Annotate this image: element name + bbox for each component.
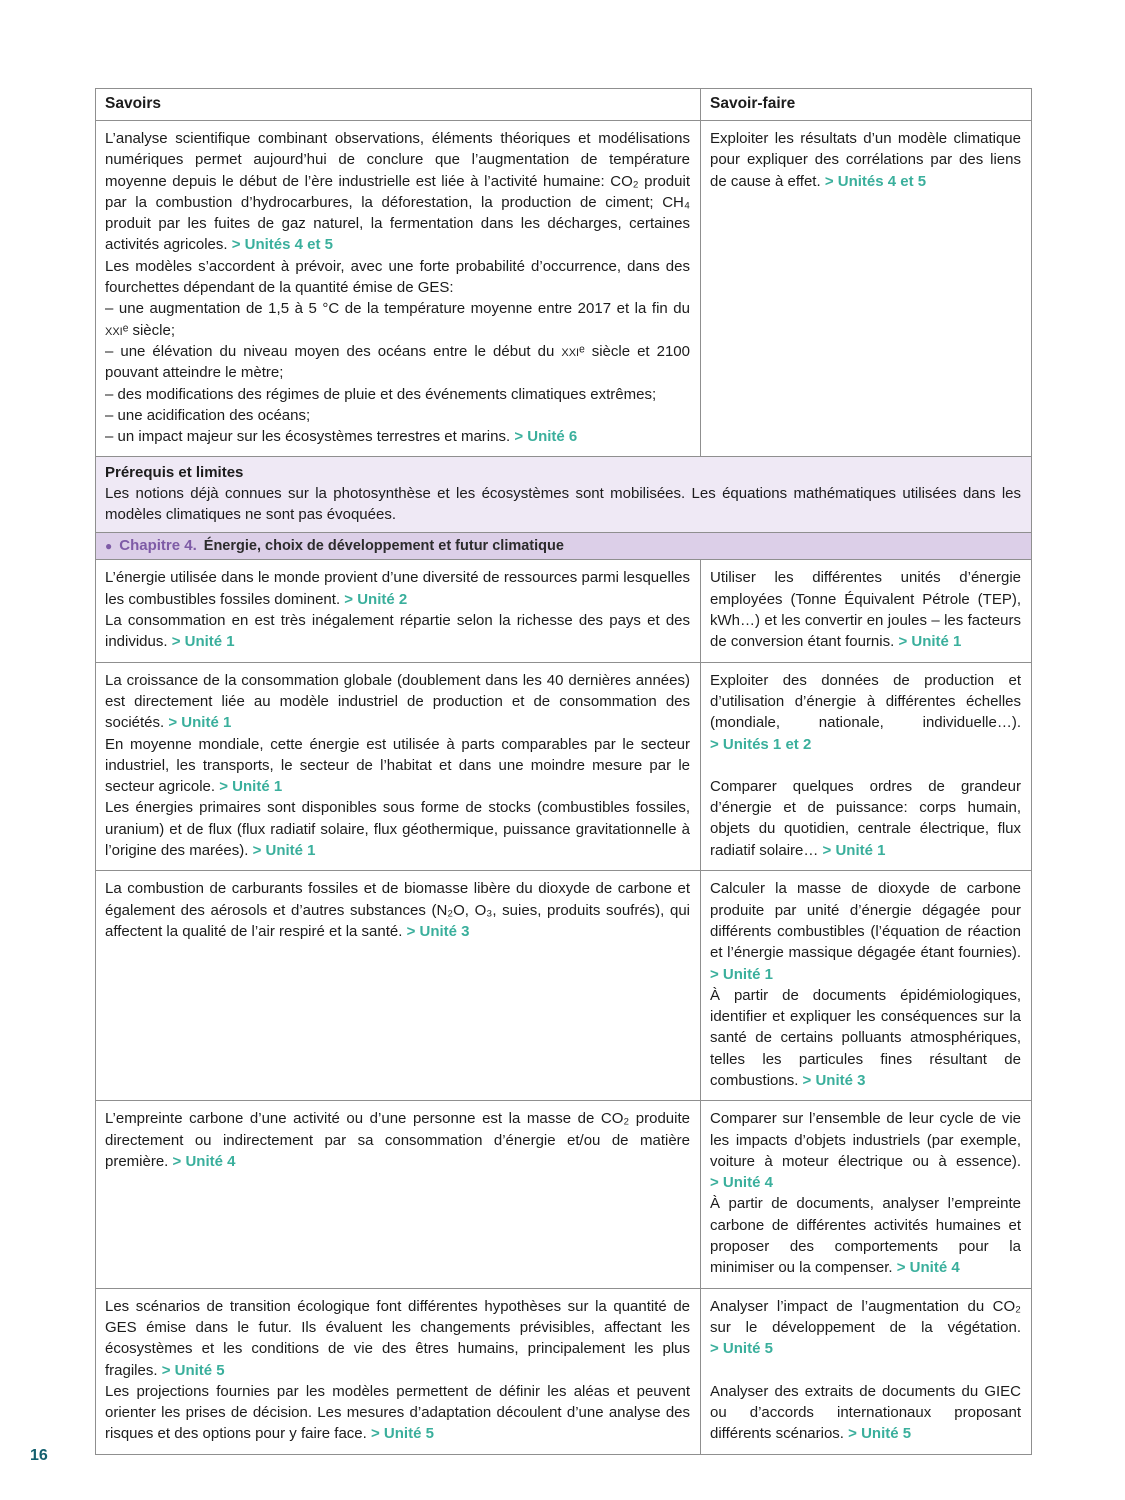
paragraph — [105, 426, 690, 447]
paragraph — [105, 405, 690, 426]
paragraph — [105, 298, 690, 341]
unit-reference-link: > Unité 5 — [370, 1425, 434, 1443]
unit-reference-link: > Unité 2 — [344, 590, 408, 608]
text-segment: Les modèles s’accordent à prévoir, avec une forte probabilité d’occurrence, dans des fourchettes dépendant de la quantité émise de GES: — [105, 257, 690, 297]
chapter-title: Énergie, choix de développement et futur climatique — [203, 537, 564, 554]
unit-reference-link: > Unité 1 — [252, 842, 316, 860]
chapter-header-row — [96, 532, 1031, 559]
paragraph — [710, 1193, 1021, 1278]
text-segment: À partir de documents épidémiologiques, identifier et expliquer les conséquences sur la santé de certains polluants atmosphériques, telles les particules fines résultant de combustions. — [710, 986, 1021, 1089]
table-row — [96, 559, 1031, 661]
paragraph — [105, 128, 690, 256]
paragraph — [710, 878, 1021, 984]
paragraph — [710, 1108, 1021, 1193]
text-segment: La croissance de la consommation globale (doublement dans les 40 dernières années) est directement liée au modèle industriel de production et de consommation des sociétés. — [105, 671, 690, 732]
unit-reference-link: > Unités 1 et 2 — [710, 735, 812, 753]
unit-reference-link: > Unité 1 — [710, 965, 773, 983]
savoirs-cell — [96, 560, 701, 661]
paragraph — [710, 776, 1021, 861]
text-segment: La consommation en est très inégalement répartie selon la richesse des pays et des individus. — [105, 612, 690, 651]
chapter-label: Chapitre 4. — [119, 537, 197, 555]
savoirs-cell — [96, 1101, 701, 1287]
unit-reference-link: > Unité 1 — [822, 841, 886, 859]
paragraph — [105, 610, 690, 653]
column-header-savoirs: Savoirs — [96, 89, 701, 120]
unit-reference-link: > Unités 4 et 5 — [231, 236, 334, 254]
savoir-faire-cell — [701, 663, 1031, 871]
text-segment: Exploiter les résultats d’un modèle climatique pour expliquer des corrélations par des liens de cause à effet. — [710, 130, 1021, 190]
text-segment: – une élévation du niveau moyen des océans entre le début du — [105, 342, 562, 360]
paragraph — [105, 567, 690, 610]
text-segment: La combustion de carburants fossiles et de biomasse libère du dioxyde de carbone et également des aérosols et d’autres substances (N₂O, O₃, suies, produits soufrés), qui affectent la qualité de l’air respiré et la santé. — [105, 880, 690, 940]
text-segment: Comparer quelques ordres de grandeur d’énergie et de puissance: corps humain, objets du quotidien, centrale électrique, flux radiatif solaire… — [710, 777, 1021, 859]
unit-reference-link: > Unité 4 — [710, 1174, 773, 1192]
paragraph — [105, 256, 690, 299]
page-number: 16 — [30, 1447, 48, 1464]
savoirs-cell — [96, 871, 701, 1100]
text-segment: En moyenne mondiale, cette énergie est utilisée à parts comparables par le secteur industriel, les transports, le secteur de l’habitat et dans une moindre mesure par le secteur agricole. — [105, 735, 690, 796]
table-header-row — [96, 89, 1031, 120]
paragraph — [105, 1381, 690, 1445]
table-row — [96, 1100, 1031, 1287]
savoir-faire-cell — [701, 121, 1031, 456]
paragraph — [710, 985, 1021, 1091]
paragraph — [710, 1381, 1021, 1445]
unit-reference-link: > Unité 4 — [896, 1259, 960, 1277]
text-segment: L’énergie utilisée dans le monde provient d’une diversité de ressources parmi lesquelles les combustibles fossiles dominent. — [105, 569, 690, 608]
unit-reference-link: > Unité 4 — [172, 1152, 236, 1170]
savoir-faire-cell — [701, 871, 1031, 1100]
paragraph — [105, 1296, 690, 1381]
savoir-faire-cell — [701, 560, 1031, 661]
text-segment: Les projections fournies par les modèles permettent de définir les aléas et peuvent orienter les prises de décision. Les mesures d’adaptation découlent d’une analyse des risques et des options pour y faire face. — [105, 1382, 690, 1443]
text-segment: À partir de documents, analyser l’empreinte carbone de différentes activités humaines et proposer des comportements pour la minimiser ou la compenser. — [710, 1195, 1021, 1277]
text-segment: Exploiter des données de production et d’utilisation d’énergie à différentes échelles (mondiale, nationale, individuelle…). — [710, 671, 1021, 732]
text-segment: Utiliser les différentes unités d’énergie employées (Tonne Équivalent Pétrole (TEP), kWh…) et les convertir en joules – les facteurs de conversion étant fournis. — [710, 569, 1021, 651]
prereq-text: Les notions déjà connues sur la photosynthèse et les écosystèmes sont mobilisées. Les équations mathématiques utilisées dans les modèles climatiques ne sont pas évoquées. — [105, 485, 1021, 524]
unit-reference-link: > Unité 1 — [168, 714, 232, 732]
prereq-title: Prérequis et limites — [105, 464, 244, 482]
column-header-savoir-faire: Savoir-faire — [710, 95, 796, 112]
paragraph — [710, 670, 1021, 755]
savoirs-cell — [96, 121, 701, 456]
text-segment: ᵉ siècle; — [122, 321, 175, 339]
table-row — [96, 120, 1031, 456]
text-segment: ᵉ siècle et 2100 pouvant atteindre le mètre; — [105, 342, 690, 382]
unit-reference-link: > Unité 1 — [898, 633, 962, 651]
text-segment: xxi — [105, 321, 123, 339]
paragraph — [105, 670, 690, 734]
text-segment: Calculer la masse de dioxyde de carbone produite par unité d’énergie dégagée pour différents combustibles (l’équation de réaction et l’énergie massique dégagée étant fournies). — [710, 880, 1021, 962]
text-segment: – une acidification des océans; — [105, 406, 311, 424]
table-row — [96, 1288, 1031, 1454]
paragraph — [710, 128, 1021, 192]
paragraph — [105, 341, 690, 384]
savoir-faire-cell — [701, 1101, 1031, 1287]
unit-reference-link: > Unité 5 — [710, 1340, 773, 1358]
text-segment: L’empreinte carbone d’une activité ou d’une personne est la masse de CO₂ produite directement ou indirectement par sa consommation d’énergie et/ou de matière première. — [105, 1110, 690, 1170]
unit-reference-link: > Unité 1 — [219, 778, 283, 796]
paragraph — [710, 567, 1021, 652]
text-segment: Analyser des extraits de documents du GIEC ou d’accords internationaux proposant différents scénarios. — [710, 1382, 1021, 1443]
text-segment: – des modifications des régimes de pluie et des événements climatiques extrêmes; — [105, 385, 657, 403]
table-row — [96, 662, 1031, 871]
text-segment: Les énergies primaires sont disponibles sous forme de stocks (combustibles fossiles, uranium) et de flux (flux radiatif solaire, flux géothermique, puissance gravitationnelle à l’origine des marées). — [105, 799, 690, 860]
unit-reference-link: > Unité 6 — [514, 428, 578, 446]
paragraph — [105, 1108, 690, 1172]
text-segment: xxi — [561, 342, 580, 360]
text-segment: L’analyse scientifique combinant observations, éléments théoriques et modélisations numériques permet aujourd’hui de conclure que l’augmentation de température moyenne depuis le début de l’ère industrielle est liée à l’activité humaine: CO₂ produit par la combustion d’hydrocarbures, la déforestation, la production de ciment; CH₄ produit par les fuites de gaz naturel, la fermentation dans les décharges, certaines activités agricoles. — [105, 130, 690, 254]
unit-reference-link: > Unité 5 — [161, 1361, 225, 1379]
paragraph — [105, 878, 690, 942]
text-segment: Les scénarios de transition écologique font différentes hypothèses sur la quantité de GES émise dans le futur. Ils évaluent les changements prévisibles, affectant les écosystèmes et les conditions de vie des êtres humains, principalement les plus fragiles. — [105, 1297, 690, 1379]
paragraph — [105, 734, 690, 798]
unit-reference-link: > Unité 1 — [171, 633, 235, 651]
unit-reference-link: > Unité 3 — [802, 1071, 866, 1089]
savoirs-cell — [96, 663, 701, 871]
paragraph — [710, 1296, 1021, 1360]
syllabus-table — [95, 88, 1032, 1455]
text-segment: Comparer sur l’ensemble de leur cycle de vie les impacts d’objets industriels (par exemple, voiture à moteur électrique ou à essence). — [710, 1110, 1021, 1170]
table-row — [96, 870, 1031, 1100]
text-segment: – un impact majeur sur les écosystèmes terrestres et marins. — [105, 428, 515, 446]
unit-reference-link: > Unité 3 — [406, 922, 470, 940]
savoirs-cell — [96, 1289, 701, 1454]
savoir-faire-cell — [701, 1289, 1031, 1454]
chapter-bullet-icon: ● — [105, 538, 113, 553]
unit-reference-link: > Unité 5 — [848, 1425, 912, 1443]
paragraph — [105, 384, 690, 405]
text-segment: – une augmentation de 1,5 à 5 °C de la température moyenne entre 2017 et la fin du — [105, 300, 690, 318]
unit-reference-link: > Unités 4 et 5 — [824, 172, 927, 190]
paragraph — [105, 797, 690, 861]
text-segment: Analyser l’impact de l’augmentation du CO₂ sur le développement de la végétation. — [710, 1297, 1021, 1336]
prerequis-et-limites-row — [96, 456, 1031, 532]
